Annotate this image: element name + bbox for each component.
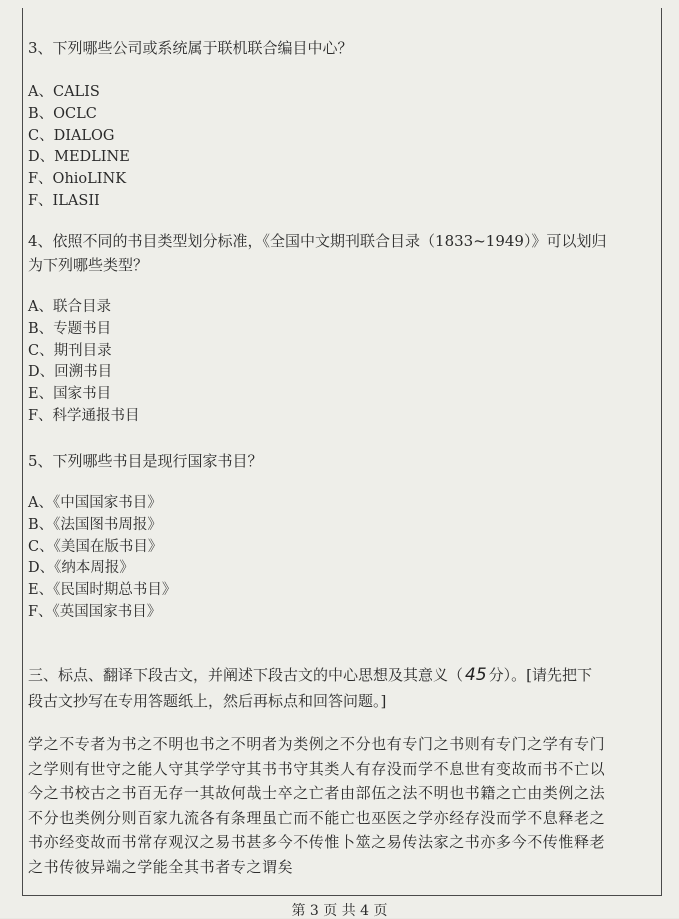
option: E、国家书目 <box>28 386 112 403</box>
question-3-options <box>28 82 653 213</box>
option: B、《法国图书周报》 <box>28 516 162 533</box>
section-3 <box>28 662 653 879</box>
option: C、期刊目录 <box>28 342 112 359</box>
section-3-title <box>28 662 653 688</box>
section-3-title-suffix: 分）。[请先把下 <box>488 666 593 684</box>
handwritten-score: 45 <box>465 665 487 685</box>
option: A、《中国国家书目》 <box>28 495 162 511</box>
option: A、联合目录 <box>28 299 111 315</box>
passage-line: 不分也类例分则百家九流各有条理虽亡而不能亡也巫医之学亦经存没而学不息释老之 <box>28 808 606 827</box>
option: D、回溯书目 <box>28 364 113 381</box>
section-3-title-prefix: 三、标点、翻译下段古文，并阐述下段古文的中心思想及其意义（ <box>28 666 464 684</box>
passage-line: 学之不专者为书之不明也书之不明者为类例之不分也有专门之书则有专门之学有专门 <box>28 735 606 753</box>
question-5-options <box>28 493 653 624</box>
option: F、ILASII <box>28 192 100 209</box>
question-4-title-line1: 4、依照不同的书目类型划分标准，《全国中文期刊联合目录（1833~1949）》可以划归 <box>28 232 607 250</box>
question-3-title: 3、下列哪些公司或系统属于联机联合编目中心？ <box>28 39 353 57</box>
option: F、《英国国家书目》 <box>28 603 162 620</box>
question-4 <box>28 229 653 428</box>
passage-line: 之书传彼异端之学能全其书者专之谓矣 <box>28 857 294 876</box>
option: F、OhioLINK <box>28 171 127 188</box>
page-footer: 第 3 页 共 4 页 <box>291 903 388 919</box>
question-4-title-line2: 为下列哪些类型？ <box>28 256 149 274</box>
option: D、MEDLINE <box>28 149 130 166</box>
passage-line: 今之书校古之书百无存一其故何哉士卒之亡者由部伍之法不明也书籍之亡由类例之法 <box>28 784 606 802</box>
option: B、专题书目 <box>28 320 112 337</box>
option: F、科学通报书目 <box>28 407 140 424</box>
option: A、CALIS <box>28 84 100 100</box>
classical-passage <box>28 732 653 879</box>
section-3-title-line2: 段古文抄写在专用答题纸上，然后再标点和回答问题。] <box>28 692 387 710</box>
option: E、《民国时期总书目》 <box>28 582 177 599</box>
passage-line: 书亦经变故而书常存观汉之易书甚多今不传惟卜筮之易传法家之书亦多今不传惟释老 <box>28 833 606 851</box>
question-5-title: 5、下列哪些书目是现行国家书目？ <box>28 452 263 470</box>
question-3 <box>28 36 653 213</box>
option: C、《美国在版书目》 <box>28 538 163 555</box>
question-4-options <box>28 297 653 428</box>
passage-line: 之学则有世守之能人守其学学守其书书守其类人有存没而学不息世有变故而书不亡以 <box>28 759 606 778</box>
option: C、DIALOG <box>28 127 115 144</box>
option: D、《纳本周报》 <box>28 560 134 577</box>
option: B、OCLC <box>28 105 97 122</box>
question-5 <box>28 449 653 624</box>
